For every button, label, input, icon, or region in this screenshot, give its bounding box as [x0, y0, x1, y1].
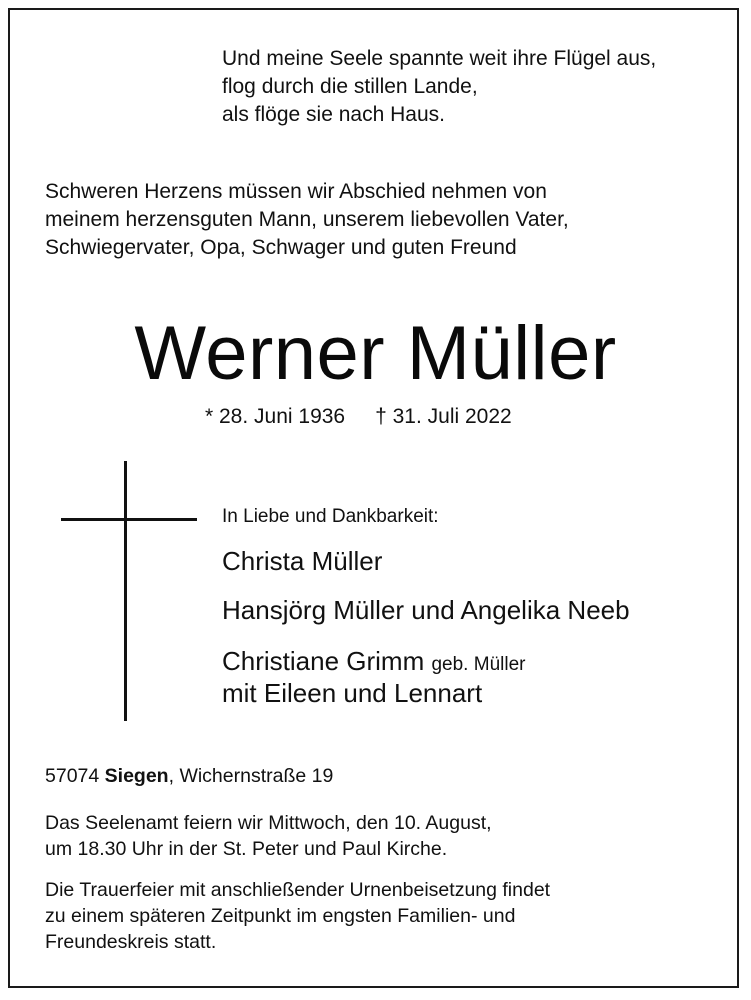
- address-zip: 57074: [45, 765, 100, 787]
- mourner-line: Hansjörg Müller und Angelika Neeb: [222, 595, 630, 625]
- funeral-line: Freundeskreis statt.: [45, 931, 217, 953]
- verse-line: flog durch die stillen Lande,: [222, 75, 478, 98]
- address: [45, 763, 333, 789]
- funeral-info: [45, 877, 550, 955]
- deceased-name: Werner Müller: [134, 311, 617, 396]
- life-dates: [205, 403, 512, 431]
- verse-line: als flöge sie nach Haus.: [222, 103, 445, 126]
- birth-date: * 28. Juni 1936: [205, 405, 346, 428]
- verse-line: Und meine Seele spannte weit ihre Flügel aus,: [222, 47, 657, 70]
- mourner-line: [222, 645, 525, 681]
- funeral-line: Die Trauerfeier mit anschließender Urnenbeisetzung findet: [45, 879, 551, 901]
- verse: [222, 45, 656, 129]
- funeral-line: zu einem späteren Zeitpunkt im engsten Familien- und: [45, 905, 516, 927]
- intro-line: Schwiegervater, Opa, Schwager und guten Freund: [45, 236, 517, 259]
- mass-line: um 18.30 Uhr in der St. Peter und Paul Kirche.: [45, 838, 448, 860]
- intro-text: [45, 178, 569, 262]
- address-street: Wichernstraße 19: [179, 765, 334, 787]
- address-comma: ,: [168, 765, 175, 787]
- mass-info: [45, 810, 492, 862]
- mourner-name: Christiane Grimm: [222, 646, 425, 676]
- address-city: Siegen: [104, 765, 169, 787]
- intro-line: meinem herzensguten Mann, unserem liebevollen Vater,: [45, 208, 569, 231]
- cross-horizontal-bar: [61, 518, 197, 521]
- maiden-name: geb. Müller: [431, 654, 526, 675]
- mourners-heading: In Liebe und Dankbarkeit:: [222, 506, 439, 527]
- intro-line: Schweren Herzens müssen wir Abschied nehmen von: [45, 180, 547, 203]
- death-date: † 31. Juli 2022: [375, 405, 512, 428]
- mourner-line: mit Eileen und Lennart: [222, 678, 483, 708]
- mass-line: Das Seelenamt feiern wir Mittwoch, den 10. August,: [45, 812, 492, 834]
- mourner-line: Christa Müller: [222, 546, 383, 576]
- cross-vertical-bar: [124, 461, 127, 721]
